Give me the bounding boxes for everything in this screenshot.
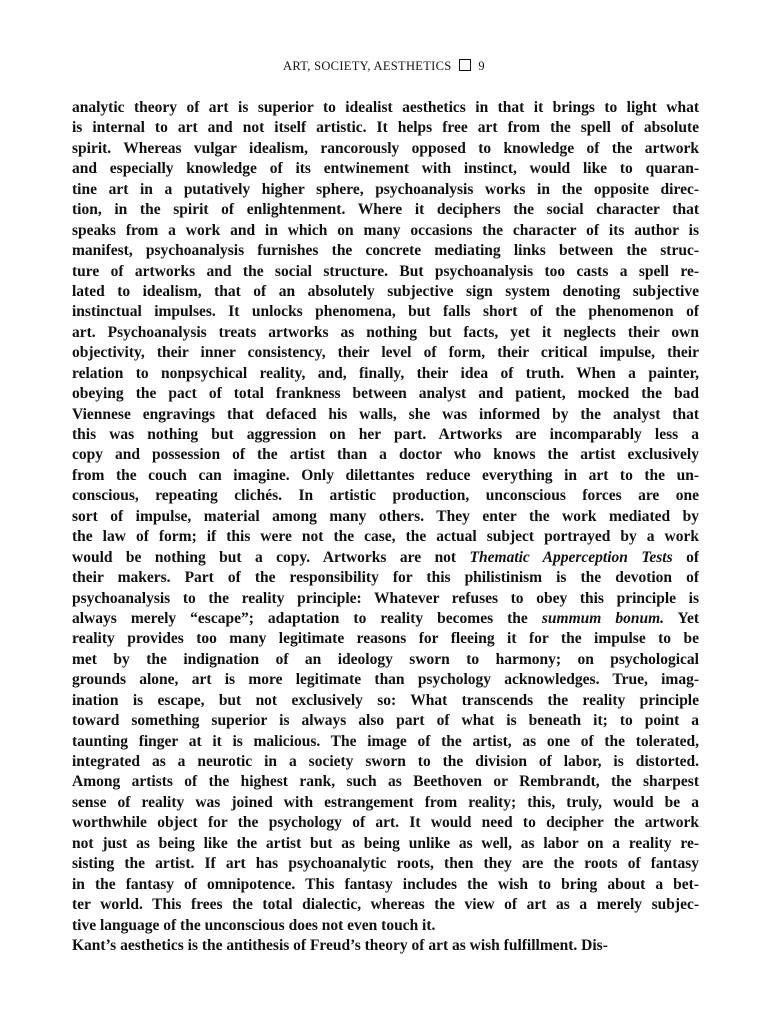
text-segment: grounds alone, art is more legitimate than psychology acknowledges. True, imag- bbox=[72, 671, 699, 689]
text-line bbox=[72, 282, 699, 302]
text-line bbox=[72, 445, 699, 465]
text-segment: copy and possession of the artist than a doctor who knows the artist exclusively bbox=[72, 446, 699, 464]
text-segment: Kant’s aesthetics is the antithesis of Freud’s theory of art as wish fulfillment. Dis- bbox=[72, 936, 608, 954]
text-line bbox=[72, 629, 699, 649]
text-segment: reality provides too many legitimate reasons for fleeing it for the impulse to be bbox=[72, 630, 699, 648]
text-segment: met by the indignation of an ideology sworn to harmony; on psychological bbox=[72, 650, 699, 668]
text-segment: tive language of the unconscious does not even touch it. bbox=[72, 916, 436, 934]
text-segment: toward something superior is always also part of what is beneath it; to point a bbox=[72, 712, 699, 730]
text-segment: Yet bbox=[664, 609, 699, 627]
italic-phrase: summum bonum. bbox=[541, 609, 665, 627]
text-line bbox=[72, 834, 699, 854]
text-line bbox=[72, 159, 699, 179]
text-segment: integrated as a neurotic in a society sworn to the division of labor, is distorted. bbox=[72, 753, 699, 770]
text-line bbox=[72, 691, 699, 711]
text-segment: Among artists of the highest rank, such as Beethoven or Rembrandt, the sharpest bbox=[72, 773, 699, 791]
text-segment: relation to nonpsychical reality, and, finally, their idea of truth. When a painter, bbox=[72, 364, 699, 382]
text-line bbox=[72, 793, 699, 813]
text-line bbox=[72, 548, 699, 568]
text-segment: ture of artworks and the social structure. But psychoanalysis too casts a spell re- bbox=[72, 262, 699, 280]
text-segment: analytic theory of art is superior to idealist aesthetics in that it brings to light what bbox=[72, 99, 699, 116]
text-line bbox=[72, 527, 699, 547]
text-line bbox=[72, 343, 699, 363]
text-segment: always merely “escape”; adaptation to reality becomes the bbox=[72, 609, 542, 627]
text-line bbox=[72, 752, 699, 772]
text-segment: not just as being like the artist but as being unlike as well, as labor on a reality re- bbox=[72, 834, 699, 852]
text-line bbox=[72, 916, 699, 936]
text-line bbox=[72, 568, 699, 588]
text-segment: tine art in a putatively higher sphere, psychoanalysis works in the opposite direc- bbox=[72, 180, 699, 198]
text-line bbox=[72, 466, 699, 486]
text-segment: spirit. Whereas vulgar idealism, rancorously opposed to knowledge of the artwork bbox=[72, 139, 699, 157]
text-segment: instinctual impulses. It unlocks phenomena, but falls short of the phenomenon of bbox=[72, 303, 699, 321]
text-line bbox=[72, 732, 699, 752]
text-line bbox=[72, 425, 699, 445]
text-line bbox=[72, 323, 699, 343]
text-line bbox=[72, 711, 699, 731]
running-head-title: ART, SOCIETY, AESTHETICS bbox=[283, 59, 452, 73]
text-segment: lated to idealism, that of an absolutely subjective sign system denoting subjective bbox=[72, 282, 699, 300]
text-line bbox=[72, 670, 699, 690]
text-segment: ination is escape, but not exclusively so: What transcends the reality principle bbox=[72, 691, 699, 709]
text-segment: taunting finger at it is malicious. The image of the artist, as one of the tolerated, bbox=[72, 732, 699, 750]
text-segment: speaks from a work and in which on many occasions the character of its author is bbox=[72, 221, 699, 239]
text-line bbox=[72, 98, 699, 118]
running-head bbox=[0, 59, 768, 74]
text-segment: ter world. This frees the total dialectic, whereas the view of art as a merely subjec- bbox=[72, 896, 699, 914]
text-segment: Viennese engravings that defaced his walls, she was informed by the analyst that bbox=[72, 405, 699, 423]
text-segment: manifest, psychoanalysis furnishes the concrete mediating links between the struc- bbox=[72, 242, 699, 260]
text-segment: sisting the artist. If art has psychoanalytic roots, then they are the roots of fantasy bbox=[72, 855, 699, 873]
text-segment: is internal to art and not itself artistic. It helps free art from the spell of absolute bbox=[72, 119, 699, 137]
text-segment: conscious, repeating clichés. In artistic production, unconscious forces are one bbox=[72, 487, 699, 505]
page-number: 9 bbox=[478, 59, 485, 73]
text-line bbox=[72, 895, 699, 915]
text-line bbox=[72, 650, 699, 670]
text-line bbox=[72, 200, 699, 220]
text-segment: psychoanalysis to the reality principle: Whatever refuses to obey this principle is bbox=[72, 589, 699, 607]
text-segment: and especially knowledge of its entwinement with instinct, would like to quaran- bbox=[72, 160, 699, 178]
text-line bbox=[72, 813, 699, 833]
text-segment: their makers. Part of the responsibility for this philistinism is the devotion of bbox=[72, 569, 699, 587]
text-segment: in the fantasy of omnipotence. This fantasy includes the wish to bring about a bet- bbox=[72, 875, 699, 893]
text-line bbox=[72, 936, 699, 956]
text-line bbox=[72, 854, 699, 874]
text-segment: obeying the pact of total frankness between analyst and patient, mocked the bad bbox=[72, 385, 699, 403]
italic-phrase: Thematic Apperception Tests bbox=[469, 548, 673, 566]
text-segment: sense of reality was joined with estrangement from reality; this, truly, would be a bbox=[72, 793, 699, 811]
text-line bbox=[72, 302, 699, 322]
text-line bbox=[72, 589, 699, 609]
text-segment: art. Psychoanalysis treats artworks as nothing but facts, yet it neglects their own bbox=[72, 323, 699, 341]
text-line bbox=[72, 139, 699, 159]
text-line bbox=[72, 221, 699, 241]
text-segment: the law of form; if this were not the case, the actual subject portrayed by a work bbox=[72, 528, 699, 546]
text-segment: of bbox=[672, 548, 699, 566]
text-segment: would be nothing but a copy. Artworks are not bbox=[72, 548, 470, 566]
text-line bbox=[72, 875, 699, 895]
text-line bbox=[72, 405, 699, 425]
text-line bbox=[72, 364, 699, 384]
text-line bbox=[72, 262, 699, 282]
text-line bbox=[72, 384, 699, 404]
text-line bbox=[72, 609, 699, 629]
text-segment: from the couch can imagine. Only dilettantes reduce everything in art to the un- bbox=[72, 466, 699, 484]
text-line bbox=[72, 486, 699, 506]
text-segment: objectivity, their inner consistency, their level of form, their critical impulse, their bbox=[72, 344, 699, 362]
text-line bbox=[72, 180, 699, 200]
text-line bbox=[72, 772, 699, 792]
text-line bbox=[72, 118, 699, 138]
text-line bbox=[72, 241, 699, 261]
running-head-box-icon bbox=[459, 59, 471, 71]
text-segment: tion, in the spirit of enlightenment. Where it deciphers the social character that bbox=[72, 201, 699, 219]
text-segment: sort of impulse, material among many others. They enter the work mediated by bbox=[72, 507, 699, 525]
text-line bbox=[72, 507, 699, 527]
text-segment: worthwhile object for the psychology of art. It would need to decipher the artwork bbox=[72, 814, 699, 832]
text-segment: this was nothing but aggression on her part. Artworks are incomparably less a bbox=[72, 426, 699, 443]
body-text bbox=[72, 98, 699, 956]
